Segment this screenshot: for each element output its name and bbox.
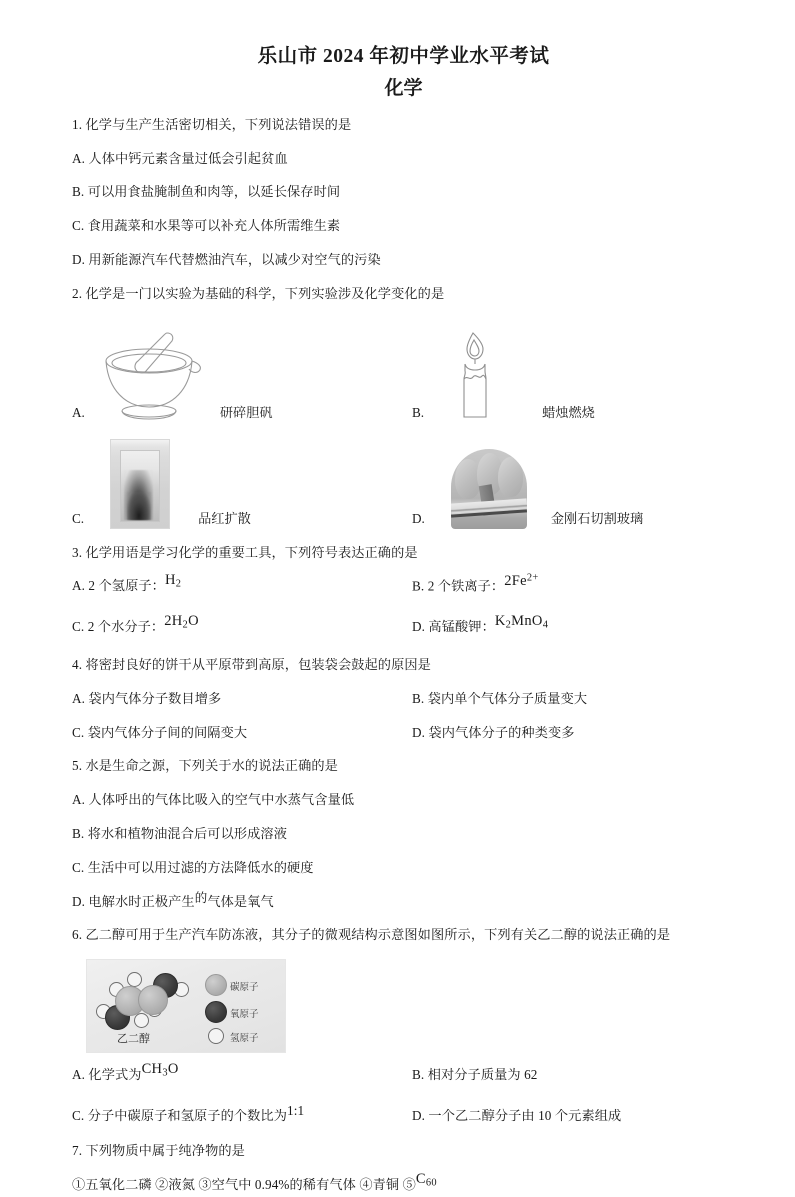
question-3-option-a — [72, 572, 412, 598]
question-6-option-d: D. 一个乙二醇分子由 10 个元素组成 — [412, 1107, 622, 1123]
question-6-options-row-2 — [72, 1102, 735, 1126]
question-2-figure-row-2 — [72, 427, 735, 529]
question-6-option-b: B. 相对分子质量为 62 — [412, 1067, 538, 1083]
diamond-cutting-glass-photo — [451, 449, 527, 529]
question-5-stem: 5. 水是生命之源，下列关于水的说法正确的是 — [72, 758, 338, 774]
question-2-stem: 2. 化学是一门以实验为基础的科学，下列实验涉及化学变化的是 — [72, 285, 445, 301]
hydrogen-atom — [134, 1013, 149, 1028]
question-5-option-d — [72, 892, 735, 912]
question-3-stem: 3. 化学用语是学习化学的重要工具，下列符号表达正确的是 — [72, 544, 418, 560]
question-5-option-d-raised-glyph: 的 — [194, 890, 208, 905]
question-6-option-c-label: C. 分子中碳原子和氢原子的个数比为 — [72, 1107, 288, 1123]
mortar-pestle-icon — [89, 323, 214, 423]
legend-hydrogen-label: 氢原子 — [230, 1033, 259, 1045]
question-2-option-a-caption: 研碎胆矾 — [219, 404, 273, 420]
legend-oxygen-label: 氧原子 — [230, 1009, 259, 1021]
legend-carbon-label: 碳原子 — [230, 982, 259, 994]
question-6-options-row-1 — [72, 1061, 735, 1087]
question-1-option-d: D. 用新能源汽车代替燃油汽车，以减少对空气的污染 — [72, 251, 381, 267]
question-5-option-a: A. 人体呼出的气体比吸入的空气中水蒸气含量低 — [72, 792, 355, 808]
question-7-fullerene-formula: $C_{60}$ — [415, 1171, 437, 1189]
question-3-option-d-formula: $K_2MnO_4$ — [494, 612, 549, 631]
question-2-option-c-letter: C. — [72, 510, 85, 526]
question-1-option-a: A. 人体中钙元素含量过低会引起贫血 — [72, 150, 288, 166]
question-2-option-a — [72, 323, 412, 423]
question-4-options-row-1 — [72, 689, 735, 709]
question-2-option-d-letter: D. — [412, 510, 425, 526]
question-5-option-d-before: D. 电解水时正极产生 — [72, 893, 195, 909]
question-1-stem: 1. 化学与生产生活密切相关，下列说法错误的是 — [72, 116, 352, 132]
question-3-option-c — [72, 612, 412, 639]
question-6-option-a-formula: $CH_3O$ — [141, 1061, 179, 1079]
question-3-option-b-formula: $2Fe^{2+}$ — [504, 572, 539, 590]
question-3-options-row-2 — [72, 612, 735, 639]
question-3-option-b — [412, 572, 735, 598]
legend-carbon-swatch — [205, 974, 227, 996]
carbon-atom — [138, 985, 168, 1015]
question-2-option-b-caption: 蜡烛燃烧 — [542, 404, 595, 420]
question-2-option-c — [72, 439, 412, 529]
question-4-options-row-2 — [72, 723, 735, 743]
page-subtitle: 化学 — [384, 78, 423, 100]
hydrogen-atom — [127, 972, 142, 987]
question-7-items — [72, 1171, 735, 1197]
legend-hydrogen-swatch — [208, 1028, 224, 1044]
ethylene-glycol-structure-figure — [86, 959, 286, 1053]
question-3-option-d — [412, 612, 735, 639]
question-3-option-b-label: B. 2 个铁离子： — [412, 579, 505, 595]
question-3-option-a-label: A. 2 个氢原子： — [72, 578, 165, 594]
question-4-option-c: C. 袋内气体分子间的间隔变大 — [72, 724, 248, 740]
question-5-option-b: B. 将水和植物油混合后可以形成溶液 — [72, 826, 288, 842]
question-2-option-b-letter: B. — [412, 404, 425, 420]
question-2-option-b — [412, 323, 752, 423]
molecule-name-label: 乙二醇 — [117, 1033, 150, 1046]
question-4-option-a: A. 袋内气体分子数目增多 — [72, 690, 222, 706]
dye-diffusion-photo — [110, 439, 170, 529]
question-6-option-a — [72, 1061, 412, 1087]
question-2-option-a-letter: A. — [72, 404, 85, 420]
question-3-option-a-formula: $H_2$ — [164, 572, 182, 590]
question-3-option-c-formula: $2H_2O$ — [164, 612, 199, 631]
question-2-option-d — [412, 449, 752, 529]
question-3-option-c-label: C. 2 个水分子： — [72, 618, 165, 634]
burning-candle-icon — [428, 323, 536, 423]
question-1-option-c: C. 食用蔬菜和水果等可以补充人体所需维生素 — [72, 218, 341, 234]
legend-oxygen-swatch — [205, 1001, 227, 1023]
question-5-option-d-after: 气体是氧气 — [207, 893, 274, 909]
question-6-option-c — [72, 1102, 412, 1126]
question-5-option-c: C. 生活中可以用过滤的方法降低水的硬度 — [72, 859, 314, 875]
question-7-stem: 7. 下列物质中属于纯净物的是 — [72, 1143, 245, 1159]
question-2-option-c-caption: 品红扩散 — [198, 510, 251, 526]
question-3-options-row-1 — [72, 572, 735, 598]
question-4-stem: 4. 将密封良好的饼干从平原带到高原，包装袋会鼓起的原因是 — [72, 657, 431, 673]
question-4-option-b: B. 袋内单个气体分子质量变大 — [412, 690, 588, 706]
question-2-option-d-caption: 金刚石切割玻璃 — [550, 510, 644, 526]
question-1-option-b: B. 可以用食盐腌制鱼和肉等，以延长保存时间 — [72, 184, 341, 200]
question-7-items-prefix: ①五氧化二磷 ②液氮 ③空气中 0.94%的稀有气体 ④青铜 ⑤ — [72, 1177, 416, 1193]
question-6-option-a-label: A. 化学式为 — [72, 1067, 142, 1083]
question-3-option-d-label: D. 高锰酸钾： — [412, 618, 495, 634]
question-4-option-d: D. 袋内气体分子的种类变多 — [412, 724, 575, 740]
question-2-figure-row-1 — [72, 318, 735, 423]
page-title: 乐山市 2024 年初中学业水平考试 — [257, 46, 550, 67]
question-6-option-c-ratio: 1:1 — [287, 1102, 305, 1118]
question-6-stem: 6. 乙二醇可用于生产汽车防冻液，其分子的微观结构示意图如图所示，下列有关乙二醇的说法正确的是 — [72, 927, 671, 943]
